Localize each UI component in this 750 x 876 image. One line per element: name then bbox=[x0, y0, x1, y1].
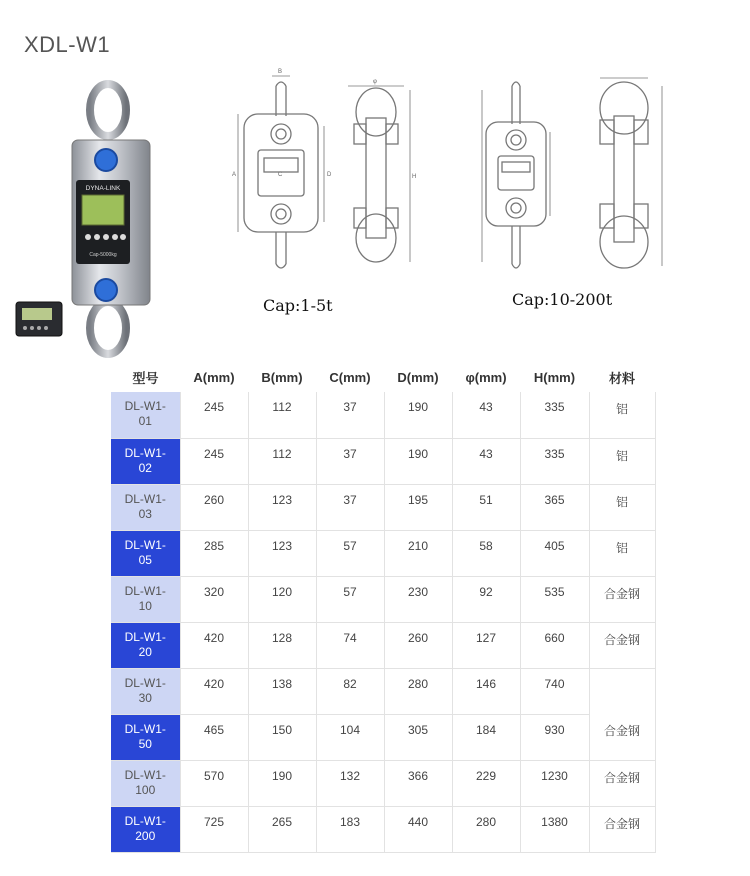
cell-b: 123 bbox=[248, 530, 316, 576]
cell-phi: 146 bbox=[452, 668, 520, 714]
table-row bbox=[111, 622, 655, 668]
header-h: H(mm) bbox=[533, 369, 576, 385]
header-d: D(mm) bbox=[397, 369, 439, 385]
table-row bbox=[111, 760, 655, 806]
model-line-prefix: DL-W1- bbox=[124, 813, 166, 828]
header-b: B(mm) bbox=[261, 369, 303, 385]
cell-c: 37 bbox=[316, 438, 384, 484]
table-row bbox=[111, 484, 655, 530]
cell-c: 183 bbox=[316, 806, 384, 852]
cell-a: 570 bbox=[180, 760, 248, 806]
caption-large-capacity: Cap:10-200t bbox=[512, 290, 613, 309]
table-row bbox=[111, 438, 655, 484]
table-row bbox=[111, 392, 655, 438]
page-title: XDL-W1 bbox=[24, 32, 111, 57]
cell-material: 铝 bbox=[589, 438, 655, 484]
cell-a: 420 bbox=[180, 622, 248, 668]
cell-h: 335 bbox=[520, 392, 589, 438]
model-line-suffix: 30 bbox=[138, 690, 152, 705]
cell-a: 420 bbox=[180, 668, 248, 714]
cell-d: 190 bbox=[384, 392, 452, 438]
model-line-suffix: 10 bbox=[138, 598, 152, 613]
cell-material: 合金钢 bbox=[589, 760, 655, 806]
drawing-large-capacity bbox=[478, 66, 678, 278]
cell-c: 37 bbox=[316, 392, 384, 438]
cell-h: 535 bbox=[520, 576, 589, 622]
cell-c: 37 bbox=[316, 484, 384, 530]
cell-d: 190 bbox=[384, 438, 452, 484]
cell-b: 112 bbox=[248, 438, 316, 484]
cell-c: 104 bbox=[316, 714, 384, 760]
model-line-suffix: 50 bbox=[138, 736, 152, 751]
cell-c: 74 bbox=[316, 622, 384, 668]
model-cell bbox=[111, 576, 180, 622]
dim-label-a: A bbox=[232, 172, 237, 178]
model-cell bbox=[111, 760, 180, 806]
table-row bbox=[111, 714, 655, 760]
header-a: A(mm) bbox=[193, 369, 235, 385]
cell-c: 57 bbox=[316, 530, 384, 576]
table-row bbox=[111, 668, 655, 714]
cell-h: 405 bbox=[520, 530, 589, 576]
model-line-prefix: DL-W1- bbox=[124, 767, 166, 782]
model-line-prefix: DL-W1- bbox=[124, 399, 166, 413]
drawing-small-capacity bbox=[228, 66, 418, 278]
cell-material: 合金钢 bbox=[589, 806, 655, 852]
model-cell bbox=[111, 622, 180, 668]
model-line-suffix: 100 bbox=[135, 782, 156, 797]
dim-label-d: D bbox=[327, 172, 332, 178]
cell-b: 150 bbox=[248, 714, 316, 760]
cell-material: 铝 bbox=[589, 484, 655, 530]
cell-phi: 92 bbox=[452, 576, 520, 622]
model-line-prefix: DL-W1- bbox=[124, 675, 166, 690]
model-line-prefix: DL-W1- bbox=[124, 583, 166, 598]
cell-a: 245 bbox=[180, 438, 248, 484]
model-line-suffix: 03 bbox=[138, 506, 152, 521]
header-phi: φ(mm) bbox=[465, 369, 507, 385]
model-cell bbox=[111, 714, 180, 760]
cell-b: 138 bbox=[248, 668, 316, 714]
cell-b: 123 bbox=[248, 484, 316, 530]
cell-a: 320 bbox=[180, 576, 248, 622]
cell-a: 260 bbox=[180, 484, 248, 530]
model-line-prefix: DL-W1- bbox=[124, 629, 166, 644]
cell-phi: 229 bbox=[452, 760, 520, 806]
cell-a: 285 bbox=[180, 530, 248, 576]
model-line-suffix: 02 bbox=[138, 460, 152, 475]
cell-d: 260 bbox=[384, 622, 452, 668]
cell-h: 740 bbox=[520, 668, 589, 714]
cell-b: 265 bbox=[248, 806, 316, 852]
model-line-prefix: DL-W1- bbox=[124, 721, 166, 736]
cell-phi: 43 bbox=[452, 438, 520, 484]
model-line-suffix: 01 bbox=[138, 414, 152, 428]
model-line-prefix: DL-W1- bbox=[124, 491, 166, 506]
cell-b: 112 bbox=[248, 392, 316, 438]
model-cell bbox=[111, 484, 180, 530]
dim-label-phi: φ bbox=[373, 79, 377, 85]
cell-d: 440 bbox=[384, 806, 452, 852]
model-cell bbox=[111, 392, 180, 438]
model-line-suffix: 200 bbox=[135, 828, 156, 843]
model-cell bbox=[111, 806, 180, 852]
cell-d: 210 bbox=[384, 530, 452, 576]
cell-d: 366 bbox=[384, 760, 452, 806]
dim-label-h: H bbox=[412, 174, 417, 180]
model-line-prefix: DL-W1- bbox=[124, 537, 166, 552]
cell-phi: 51 bbox=[452, 484, 520, 530]
cell-material: 铝 bbox=[589, 530, 655, 576]
brand-label: DYNA-LINK bbox=[85, 185, 121, 192]
table-header-row bbox=[111, 362, 655, 392]
cap-label: Cap-5000kg bbox=[89, 252, 117, 258]
model-line-prefix: DL-W1- bbox=[124, 445, 166, 460]
model-line-suffix: 20 bbox=[138, 644, 152, 659]
cell-b: 190 bbox=[248, 760, 316, 806]
dim-label-c: C bbox=[278, 172, 283, 178]
cell-c: 132 bbox=[316, 760, 384, 806]
cell-phi: 280 bbox=[452, 806, 520, 852]
cell-h: 1230 bbox=[520, 760, 589, 806]
cell-phi: 127 bbox=[452, 622, 520, 668]
table-row bbox=[111, 530, 655, 576]
cell-material: 合金钢 bbox=[589, 714, 655, 760]
dim-label-b: B bbox=[278, 69, 283, 75]
header-c: C(mm) bbox=[329, 369, 371, 385]
cell-material: 铝 bbox=[589, 392, 655, 438]
model-cell bbox=[111, 530, 180, 576]
cell-h: 660 bbox=[520, 622, 589, 668]
cell-material bbox=[589, 668, 655, 714]
table-body bbox=[111, 392, 655, 852]
cell-d: 280 bbox=[384, 668, 452, 714]
model-line-suffix: 05 bbox=[138, 552, 152, 567]
model-cell bbox=[111, 668, 180, 714]
spec-table bbox=[111, 362, 656, 853]
cell-d: 305 bbox=[384, 714, 452, 760]
cell-b: 128 bbox=[248, 622, 316, 668]
cell-material: 合金钢 bbox=[589, 576, 655, 622]
cell-c: 82 bbox=[316, 668, 384, 714]
table-row bbox=[111, 576, 655, 622]
model-cell bbox=[111, 438, 180, 484]
cell-a: 465 bbox=[180, 714, 248, 760]
cell-a: 245 bbox=[180, 392, 248, 438]
cell-material: 合金钢 bbox=[589, 622, 655, 668]
dynamometer-photo bbox=[14, 80, 154, 360]
cell-h: 930 bbox=[520, 714, 589, 760]
cell-b: 120 bbox=[248, 576, 316, 622]
cell-phi: 43 bbox=[452, 392, 520, 438]
cell-phi: 58 bbox=[452, 530, 520, 576]
cell-h: 335 bbox=[520, 438, 589, 484]
caption-small-capacity: Cap:1-5t bbox=[263, 296, 333, 315]
cell-h: 1380 bbox=[520, 806, 589, 852]
cell-phi: 184 bbox=[452, 714, 520, 760]
cell-d: 195 bbox=[384, 484, 452, 530]
table-row bbox=[111, 806, 655, 852]
header-model: 型号 bbox=[132, 370, 159, 386]
cell-c: 57 bbox=[316, 576, 384, 622]
cell-h: 365 bbox=[520, 484, 589, 530]
cell-d: 230 bbox=[384, 576, 452, 622]
header-material: 材料 bbox=[608, 370, 635, 386]
cell-a: 725 bbox=[180, 806, 248, 852]
